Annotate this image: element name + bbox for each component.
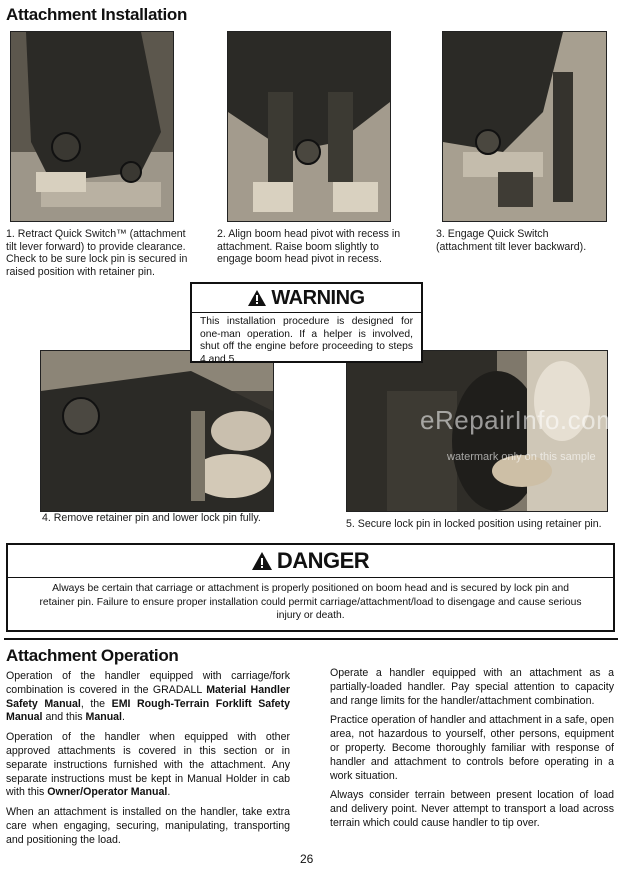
para-1-text-c: , the xyxy=(80,697,112,710)
section-title-installation: Attachment Installation xyxy=(6,5,188,24)
watermark-note: watermark only on this sample xyxy=(447,451,596,463)
caption-step-1: 1. Retract Quick Switch™ (attachment tilt lever forward) to provide clearance. Check to be sure lock pin is secured in raised position with retainer pin. xyxy=(6,228,188,278)
danger-header xyxy=(8,545,613,578)
warning-header xyxy=(192,284,421,313)
section-title-operation: Attachment Operation xyxy=(6,646,179,665)
para-2-bold-owner-manual: Owner/Operator Manual xyxy=(47,786,168,799)
para-1-bold-material-handler: Material Handler Safety Manual xyxy=(6,683,290,710)
photo-step-4 xyxy=(40,350,274,512)
para-2-text-c: . xyxy=(167,786,171,799)
caption-step-4: 4. Remove retainer pin and lower lock pin fully. xyxy=(42,512,261,524)
warning-box xyxy=(190,282,423,363)
caption-step-2: 2. Align boom head pivot with recess in attachment. Raise boom slightly to engage boom head pivot in recess. xyxy=(217,228,401,266)
para-1-bold-manual: Manual xyxy=(85,711,122,724)
operation-left-column xyxy=(6,670,290,854)
caption-step-3: 3. Engage Quick Switch (attachment tilt lever backward). xyxy=(436,228,587,253)
operation-para-3: When an attachment is installed on the handler, take extra care when engaging, securing, manipulating, transporting and positioning the load. xyxy=(6,806,290,846)
para-1-text-d: and this xyxy=(42,711,86,724)
page-number: 26 xyxy=(300,852,314,866)
danger-box xyxy=(6,543,615,632)
warning-text: This installation procedure is designed for one-man operation. If a helper is involved, shut off the engine before proceeding to steps 4 and 5. xyxy=(200,316,413,365)
danger-triangle-icon xyxy=(252,552,272,570)
para-1-text-e: . xyxy=(122,711,125,724)
caption-step-5: 5. Secure lock pin in locked position using retainer pin. xyxy=(346,518,602,530)
operation-para-6: Always consider terrain between present location of load and delivery point. Never attempt to transport a load across terrain which could cause handler to tip over. xyxy=(330,789,614,829)
photo-step-2 xyxy=(227,31,391,222)
danger-text: Always be certain that carriage or attachment is properly positioned on boom head and is secured by lock pin and retainer pin. Failure to ensure proper installation could permit carriage/attachment/load to disengage and cause serious injury or death. xyxy=(39,583,582,621)
danger-label: DANGER xyxy=(276,548,370,573)
warning-triangle-icon xyxy=(248,290,266,306)
para-2-text-a: Operation of the handler when equipped with other approved attachments is covered in this section or in separate instructions furnished with the attachment. Any separate instructions must be kept in Manual Holder in cab with this xyxy=(6,731,290,799)
operation-para-1 xyxy=(6,670,290,725)
watermark-site: eRepairInfo.com xyxy=(420,405,619,435)
photo-step-1 xyxy=(10,31,174,222)
para-1-text-a: Operation of the handler equipped with carriage/fork combination is covered in the GRADALL xyxy=(6,670,290,696)
operation-right-column xyxy=(330,667,614,837)
para-1-bold-emi-manual: EMI Rough-Terrain Forklift Safety Manual xyxy=(6,697,290,724)
warning-label: WARNING xyxy=(271,287,365,309)
operation-para-2 xyxy=(6,731,290,800)
operation-para-4: Operate a handler equipped with an attachment as a partially-loaded handler. Pay special attention to capacity and range limits for the handler/attachment combination. xyxy=(330,667,614,707)
section-divider xyxy=(4,638,618,640)
operation-para-5: Practice operation of handler and attachment in a safe, open area, not hazardous to yourself, other persons, equipment or property. Become thoroughly familiar with response of handler and attachment to controls before operating in a work situation. xyxy=(330,714,614,782)
photo-step-3 xyxy=(442,31,607,222)
